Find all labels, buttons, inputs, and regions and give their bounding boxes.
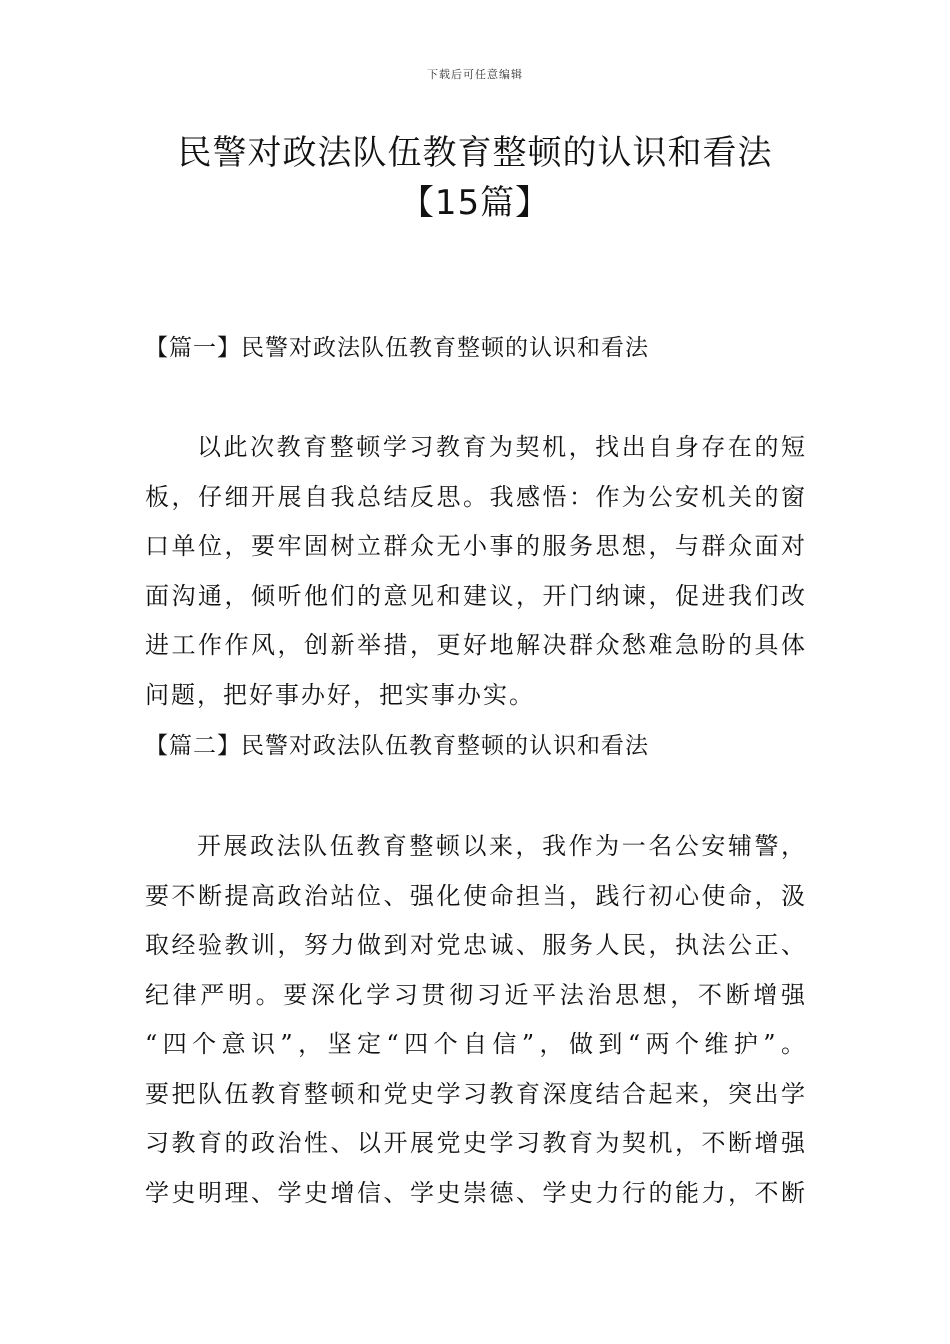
title-line-2: 【15篇】	[399, 183, 551, 223]
paragraph-line: 以此次教育整顿学习教育为契机，找出自身存在的短	[197, 433, 807, 461]
paragraph-line: 开展政法队伍教育整顿以来，我作为一名公安辅警，	[197, 832, 807, 860]
paragraph-line: 学史明理、学史增信、学史崇德、学史力行的能力，不断	[145, 1178, 807, 1207]
paragraph-line: 口单位，要牢固树立群众无小事的服务思想，与群众面对	[145, 532, 807, 560]
paragraph-line: 面沟通，倾听他们的意见和建议，开门纳谏，促进我们改	[145, 581, 807, 610]
paragraph-line: 习教育的政治性、以开展党史学习教育为契机，不断增强	[145, 1129, 807, 1157]
paragraph-line: 取经验教训，努力做到对党忠诚、服务人民，执法公正、	[145, 931, 807, 959]
section-heading-2: 【篇二】民警对政法队伍教育整顿的认识和看法	[145, 733, 649, 759]
paragraph-line: 进工作作风，创新举措，更好地解决群众愁难急盼的具体	[145, 631, 807, 659]
paragraph-line: 要不断提高政治站位、强化使命担当，践行初心使命，汲	[145, 881, 807, 910]
document-title	[0, 128, 950, 228]
paragraph-line: 要把队伍教育整顿和党史学习教育深度结合起来，突出学	[145, 1079, 807, 1108]
paragraph-line: 板，仔细开展自我总结反思。我感悟：作为公安机关的窗	[145, 482, 807, 511]
paragraph-line: 纪律严明。要深化学习贯彻习近平法治思想，不断增强	[145, 980, 807, 1009]
page-header-note: 下载后可任意编辑	[427, 68, 523, 81]
paragraph-line: “四个意识”，坚定“四个自信”，做到“两个维护”。	[145, 1030, 807, 1058]
section-heading-1: 【篇一】民警对政法队伍教育整顿的认识和看法	[145, 335, 649, 361]
paragraph-line: 问题，把好事办好，把实事办实。	[145, 680, 535, 709]
section-2-paragraph	[145, 822, 807, 1218]
section-1-paragraph	[145, 423, 807, 720]
title-line-1: 民警对政法队伍教育整顿的认识和看法	[177, 133, 773, 173]
